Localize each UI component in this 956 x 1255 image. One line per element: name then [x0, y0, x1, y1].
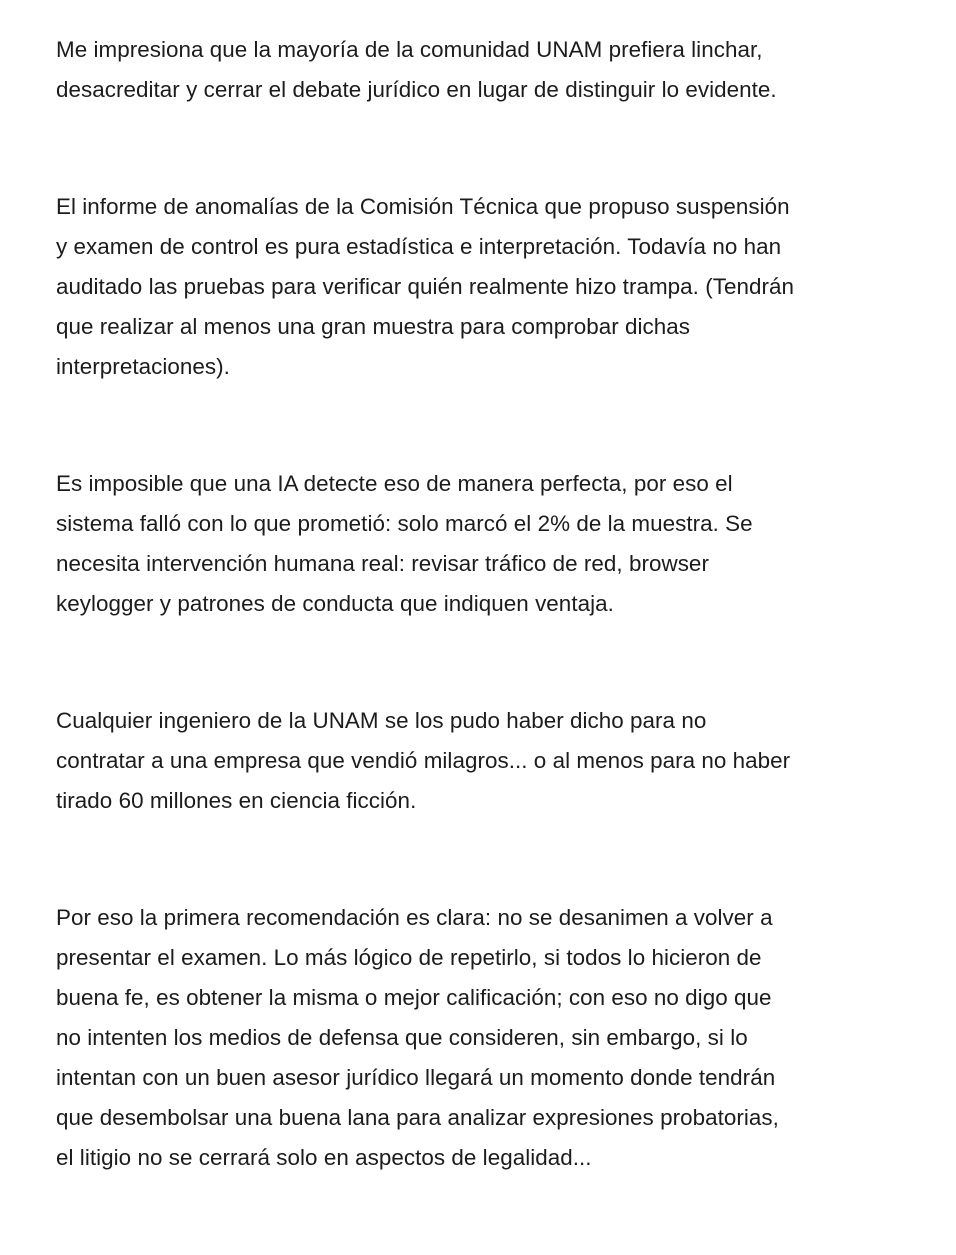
- paragraph-1: [56, 30, 936, 110]
- text-line: El informe de anomalías de la Comisión Técnica que propuso suspensión: [56, 194, 790, 219]
- paragraph-4: [56, 701, 936, 821]
- text-line: Me impresiona que la mayoría de la comunidad UNAM prefiera linchar,: [56, 37, 763, 62]
- text-line: que desembolsar una buena lana para analizar expresiones probatorias,: [56, 1105, 779, 1130]
- text-line: Por eso la primera recomendación es clara: no se desanimen a volver a: [56, 905, 773, 930]
- paragraph-2: [56, 187, 936, 387]
- text-line: desacreditar y cerrar el debate jurídico en lugar de distinguir lo evidente.: [56, 77, 777, 102]
- text-line: buena fe, es obtener la misma o mejor calificación; con eso no digo que: [56, 985, 772, 1010]
- text-line: necesita intervención humana real: revisar tráfico de red, browser: [56, 551, 709, 576]
- text-line: Cualquier ingeniero de la UNAM se los pudo haber dicho para no: [56, 708, 707, 733]
- text-line: interpretaciones).: [56, 354, 230, 379]
- document-body: [56, 30, 936, 1255]
- text-line: y examen de control es pura estadística e interpretación. Todavía no han: [56, 234, 782, 259]
- text-line: presentar el examen. Lo más lógico de repetirlo, si todos lo hicieron de: [56, 945, 762, 970]
- text-line: intentan con un buen asesor jurídico llegará un momento donde tendrán: [56, 1065, 776, 1090]
- text-line: no intenten los medios de defensa que consideren, sin embargo, si lo: [56, 1025, 748, 1050]
- text-line: tirado 60 millones en ciencia ficción.: [56, 788, 417, 813]
- text-line: el litigio no se cerrará solo en aspectos de legalidad...: [56, 1145, 592, 1170]
- text-line: sistema falló con lo que prometió: solo marcó el 2% de la muestra. Se: [56, 511, 753, 536]
- text-line: auditado las pruebas para verificar quién realmente hizo trampa. (Tendrán: [56, 274, 794, 299]
- text-line: keylogger y patrones de conducta que indiquen ventaja.: [56, 591, 614, 616]
- paragraph-3: [56, 464, 936, 624]
- text-line: Es imposible que una IA detecte eso de manera perfecta, por eso el: [56, 471, 733, 496]
- text-line: contratar a una empresa que vendió milagros... o al menos para no haber: [56, 748, 791, 773]
- paragraph-5: [56, 898, 936, 1178]
- text-line: que realizar al menos una gran muestra para comprobar dichas: [56, 314, 691, 339]
